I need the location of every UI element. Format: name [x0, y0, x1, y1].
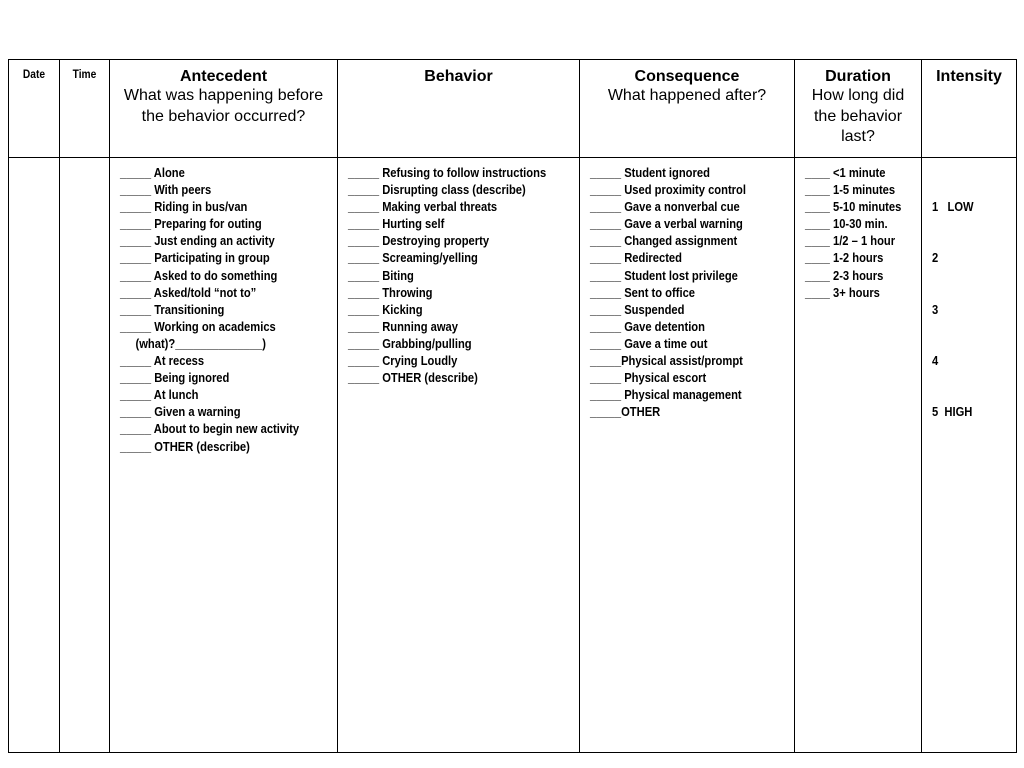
- list-item: _____ Gave detention: [590, 318, 705, 334]
- behavior-options-list: [338, 158, 579, 386]
- list-item: _____ Physical management: [590, 387, 742, 403]
- consequence-cell: [580, 158, 795, 753]
- list-item: _____ Disrupting class (describe): [348, 182, 526, 198]
- list-item: _____ Redirected: [590, 250, 682, 266]
- list-item: _____Physical assist/prompt: [590, 353, 743, 369]
- date-header-label: Date: [22, 67, 46, 81]
- abc-data-table: [8, 59, 1017, 753]
- list-item: _____ Used proximity control: [590, 182, 746, 198]
- list-item: _____ At lunch: [120, 387, 199, 403]
- list-item: ____ 1-5 minutes: [805, 182, 896, 198]
- list-item: ____ 3+ hours: [805, 284, 880, 300]
- list-item: ____ 2-3 hours: [805, 267, 884, 283]
- time-header: [60, 60, 110, 158]
- list-item: 5 HIGH: [932, 404, 973, 420]
- list-item: (what)?______________): [135, 335, 266, 351]
- list-item: _____ Throwing: [348, 284, 433, 300]
- duration-header: [795, 60, 922, 158]
- time-cell[interactable]: [60, 158, 110, 753]
- list-item: _____ OTHER (describe): [120, 438, 250, 454]
- list-item: _____ Being ignored: [120, 370, 230, 386]
- antecedent-title: Antecedent: [179, 68, 268, 85]
- list-item: _____ Running away: [348, 318, 458, 334]
- list-item: _____ Working on academics: [120, 318, 276, 334]
- antecedent-header: [110, 60, 338, 158]
- list-item: _____ Riding in bus/van: [120, 199, 248, 215]
- intensity-cell: [922, 158, 1017, 753]
- list-item: ____ 10-30 min.: [805, 216, 888, 232]
- list-item: _____ Kicking: [348, 301, 423, 317]
- date-cell[interactable]: [9, 158, 60, 753]
- antecedent-options-list: [110, 158, 337, 455]
- list-item: 1 LOW: [932, 199, 974, 215]
- list-item: _____ Changed assignment: [590, 233, 738, 249]
- header-row: [9, 60, 1017, 158]
- behavior-cell: [338, 158, 580, 753]
- list-item: _____ With peers: [120, 182, 212, 198]
- list-item: _____ Biting: [348, 267, 414, 283]
- behavior-header: [338, 60, 580, 158]
- list-item: _____ Asked to do something: [120, 267, 278, 283]
- intensity-title: Intensity: [936, 68, 1002, 85]
- list-item: ____ 1/2 – 1 hour: [805, 233, 896, 249]
- list-item: _____ Crying Loudly: [348, 353, 458, 369]
- entry-row: [9, 158, 1017, 753]
- duration-title: Duration: [825, 68, 891, 85]
- list-item: _____ Physical escort: [590, 370, 707, 386]
- list-item: _____ Sent to office: [590, 284, 696, 300]
- list-item: _____ Gave a nonverbal cue: [590, 199, 740, 215]
- list-item: ____ 1-2 hours: [805, 250, 884, 266]
- list-item: 2: [932, 250, 939, 266]
- list-item: 4: [932, 353, 939, 369]
- list-item: _____ Destroying property: [348, 233, 490, 249]
- list-item: _____ Making verbal threats: [348, 199, 498, 215]
- antecedent-cell: [110, 158, 338, 753]
- consequence-options-list: [580, 158, 794, 420]
- list-item: _____ Student ignored: [590, 165, 710, 180]
- list-item: _____ Asked/told “not to”: [120, 284, 257, 300]
- list-item: _____ Screaming/yelling: [348, 250, 478, 266]
- list-item: _____ OTHER (describe): [348, 370, 478, 386]
- list-item: _____ At recess: [120, 353, 205, 369]
- duration-options-list: [795, 158, 921, 301]
- duration-cell: [795, 158, 922, 753]
- list-item: _____ About to begin new activity: [120, 421, 300, 437]
- date-header: [9, 60, 60, 158]
- list-item: _____OTHER: [590, 404, 661, 420]
- list-item: _____ Just ending an activity: [120, 233, 275, 249]
- list-item: _____ Suspended: [590, 301, 685, 317]
- list-item: _____ Alone: [120, 165, 185, 180]
- list-item: _____ Grabbing/pulling: [348, 335, 472, 351]
- list-item: ____ <1 minute: [805, 165, 886, 180]
- antecedent-subtitle: What was happening before the behavior occurred?: [123, 87, 324, 125]
- list-item: _____ Participating in group: [120, 250, 270, 266]
- list-item: _____ Refusing to follow instructions: [348, 165, 547, 180]
- list-item: _____ Gave a time out: [590, 335, 708, 351]
- consequence-subtitle: What happened after?: [607, 87, 767, 104]
- list-item: _____ Given a warning: [120, 404, 241, 420]
- list-item: ____ 5-10 minutes: [805, 199, 902, 215]
- consequence-header: [580, 60, 795, 158]
- time-header-label: Time: [72, 67, 97, 81]
- behavior-title: Behavior: [424, 68, 493, 85]
- list-item: 3: [932, 301, 939, 317]
- list-item: _____ Student lost privilege: [590, 267, 738, 283]
- intensity-options-list: [922, 158, 1016, 455]
- list-item: _____ Transitioning: [120, 301, 225, 317]
- list-item: _____ Gave a verbal warning: [590, 216, 743, 232]
- duration-subtitle: How long did the behavior last?: [811, 87, 905, 145]
- list-item: _____ Preparing for outing: [120, 216, 262, 232]
- intensity-header: [922, 60, 1017, 158]
- list-item: _____ Hurting self: [348, 216, 445, 232]
- consequence-title: Consequence: [634, 68, 740, 85]
